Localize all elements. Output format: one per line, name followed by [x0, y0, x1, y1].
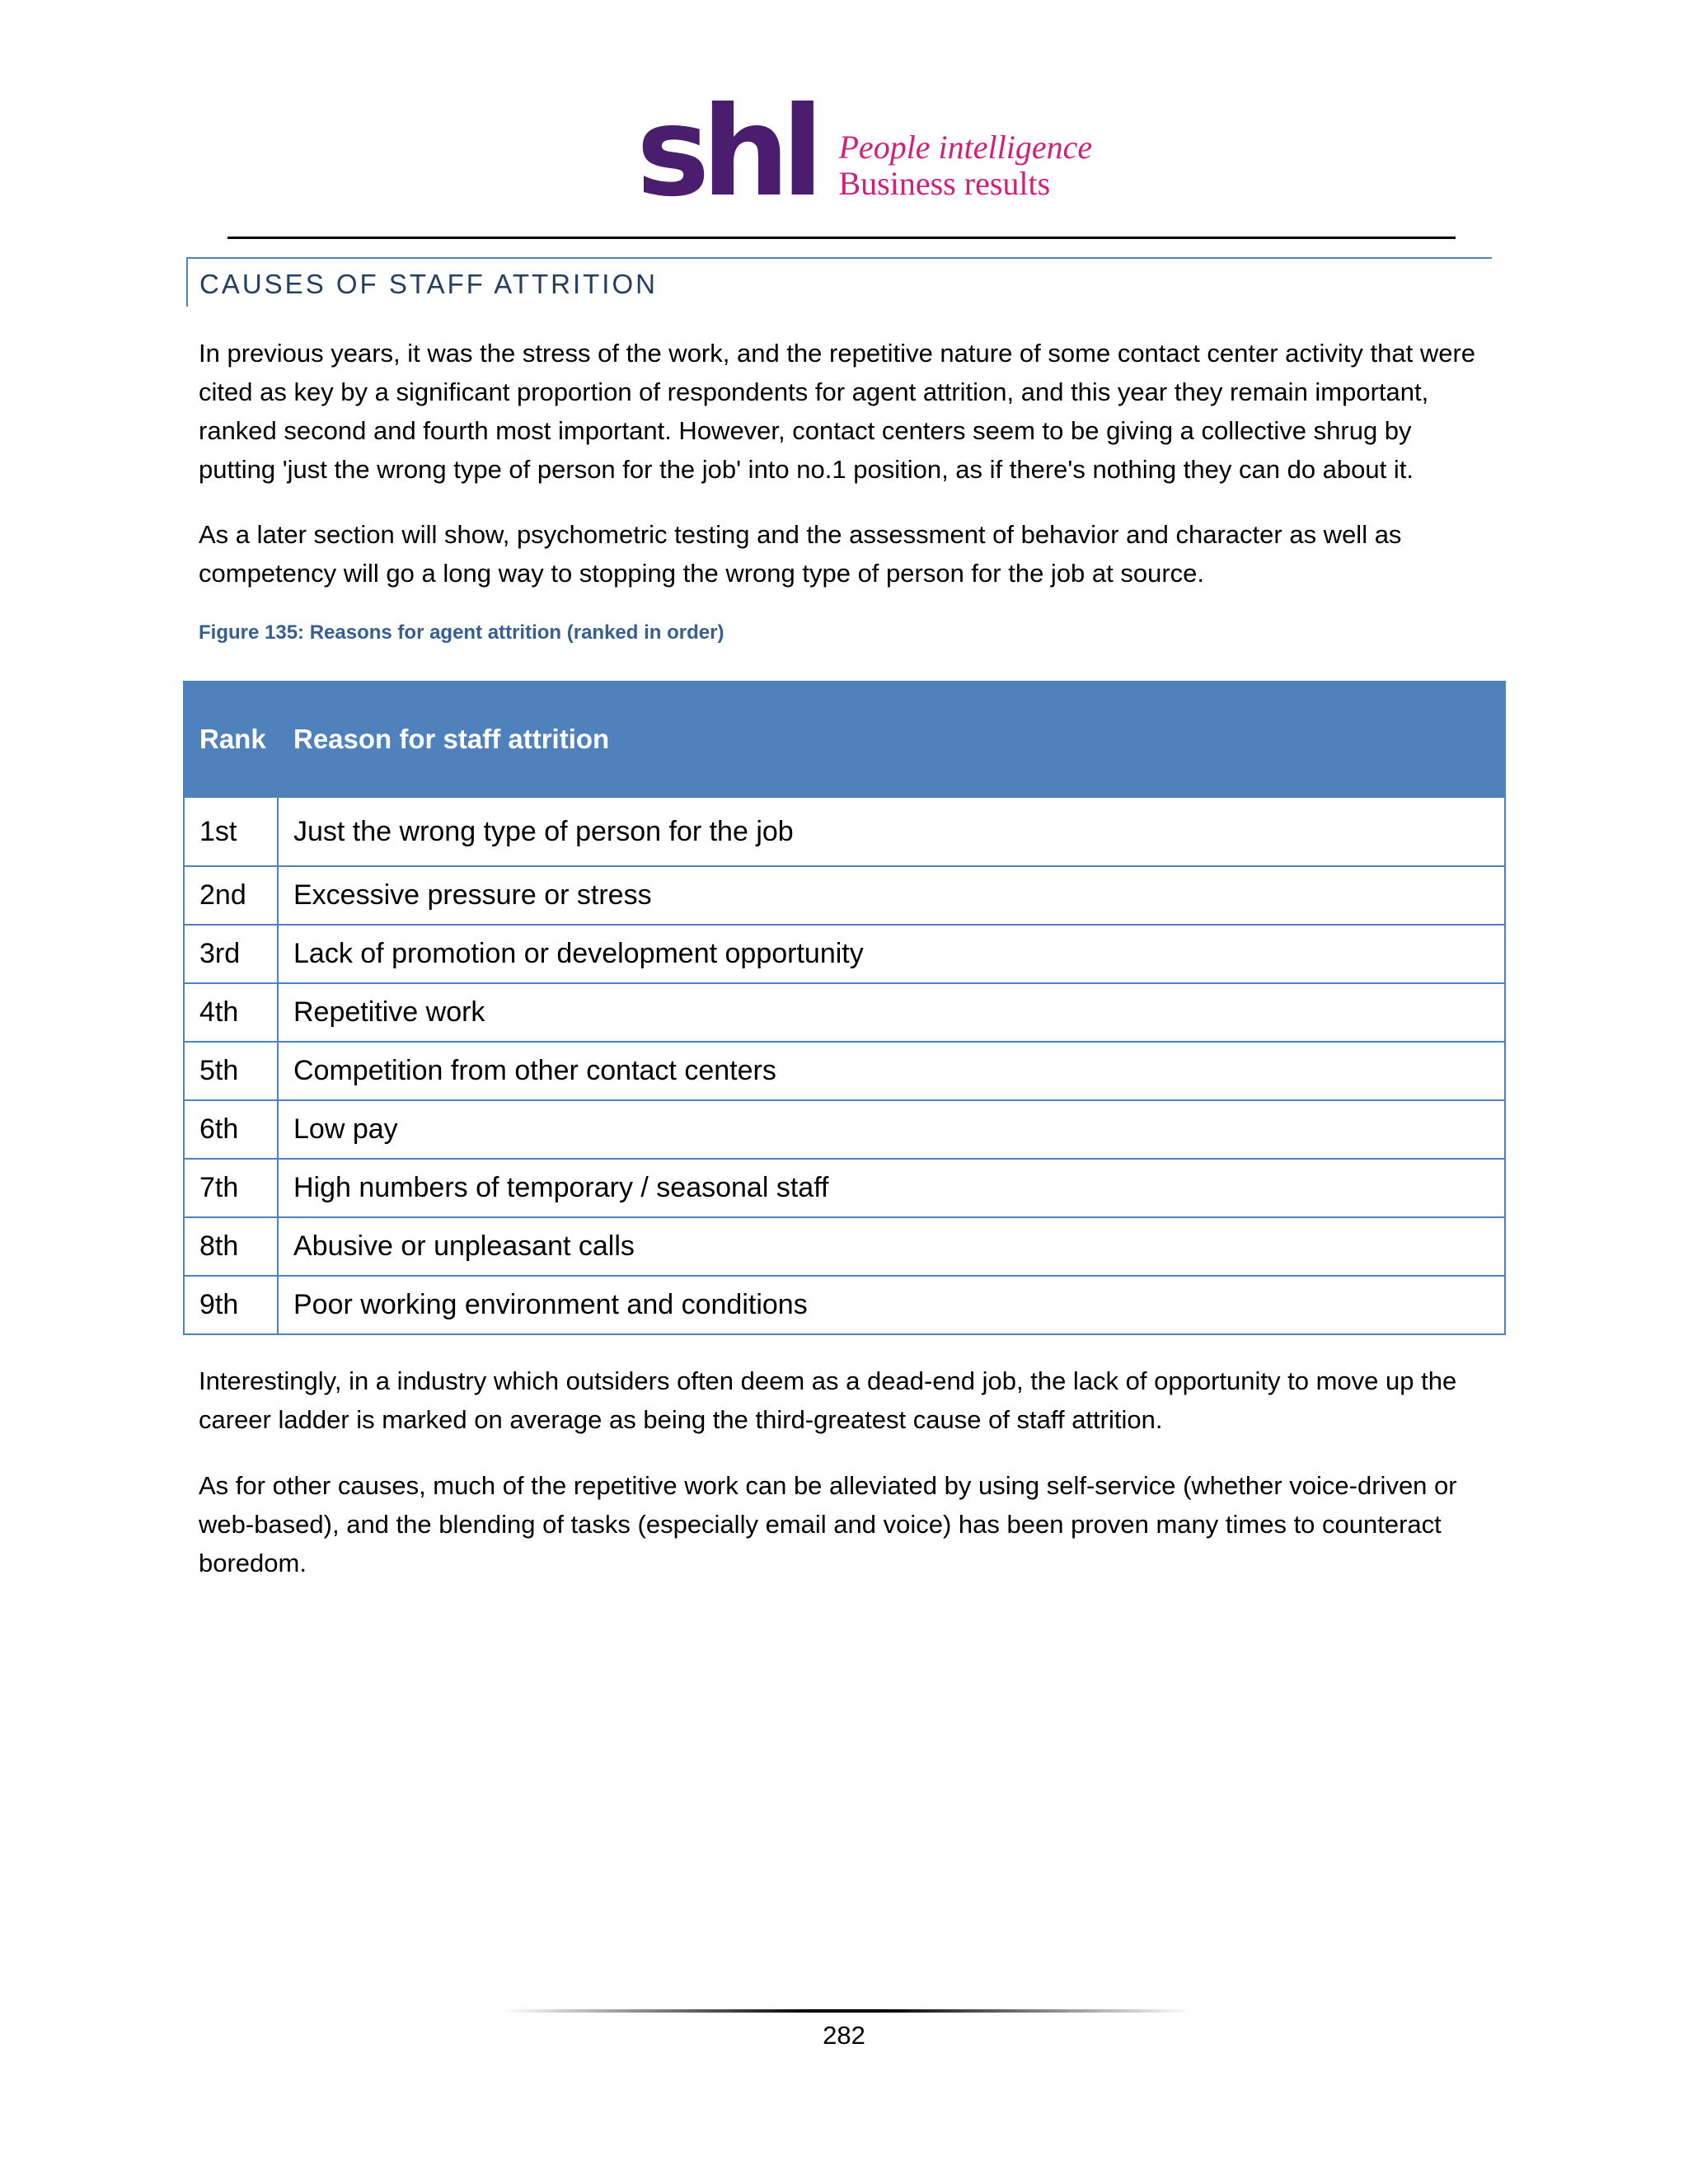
attrition-reasons-table — [183, 681, 1506, 1335]
rank-cell: 2nd — [184, 866, 278, 925]
paragraph-intro: In previous years, it was the stress of the work, and the repetitive nature of some contact center activity that were cited as key by a significant proportion of respondents for agent attrition, and this year they remain important, ranked second and fourth most important. However, contact centers seem to be giving a collective shrug by putting 'just the wrong type of person for the job' into no.1 position, as if there's nothing they can do about it. — [199, 339, 1476, 484]
rank-cell: 9th — [184, 1276, 278, 1334]
reason-cell: Excessive pressure or stress — [278, 866, 1505, 925]
rank-cell: 6th — [184, 1100, 278, 1159]
rank-cell: 3rd — [184, 925, 278, 983]
reason-cell: Competition from other contact centers — [278, 1042, 1505, 1100]
rank-cell: 4th — [184, 983, 278, 1042]
shl-logo — [636, 81, 1093, 224]
reason-cell: Just the wrong type of person for the job — [278, 797, 1505, 866]
rank-cell: 1st — [184, 797, 278, 866]
page-number: 282 — [823, 2021, 865, 2050]
tagline-line2: Business results — [838, 165, 1051, 202]
header-divider — [227, 237, 1456, 239]
table-row — [184, 1217, 1505, 1276]
table-row — [184, 866, 1505, 925]
logo-mark: shl — [636, 81, 816, 224]
paragraph-other-causes: As for other causes, much of the repetitive work can be alleviated by using self-service (whether voice-driven or web-based), and the blending of tasks (especially email and voice) has been proven many times to counteract boredom. — [199, 1471, 1457, 1577]
section-heading-box — [186, 257, 1492, 307]
rank-cell: 5th — [184, 1042, 278, 1100]
table-row — [184, 1276, 1505, 1334]
table-row — [184, 925, 1505, 983]
column-header-rank: Rank — [184, 682, 278, 797]
rank-cell: 7th — [184, 1159, 278, 1217]
table-row — [184, 1100, 1505, 1159]
column-header-reason: Reason for staff attrition — [278, 682, 1505, 797]
logo-tagline — [839, 129, 1093, 202]
rank-cell: 8th — [184, 1217, 278, 1276]
reason-cell: Low pay — [278, 1100, 1505, 1159]
paragraph-psychometric: As a later section will show, psychometric testing and the assessment of behavior and character as well as competency will go a long way to stopping the wrong type of person for the job at source. — [199, 520, 1402, 588]
table-row — [184, 1042, 1505, 1100]
reason-cell: Repetitive work — [278, 983, 1505, 1042]
table-row — [184, 983, 1505, 1042]
section-heading: CAUSES OF STAFF ATTRITION — [199, 269, 658, 299]
paragraph-career-ladder: Interestingly, in a industry which outsiders often deem as a dead-end job, the lack of opportunity to move up the career ladder is marked on average as being the third-greatest cause of staff attrition. — [199, 1366, 1457, 1434]
table-header-row — [184, 682, 1505, 797]
reason-cell: Abusive or unpleasant calls — [278, 1217, 1505, 1276]
figure-caption: Figure 135: Reasons for agent attrition (ranked in order) — [199, 621, 724, 644]
table-row — [184, 1159, 1505, 1217]
reason-cell: Lack of promotion or development opportunity — [278, 925, 1505, 983]
reason-cell: High numbers of temporary / seasonal staff — [278, 1159, 1505, 1217]
table-row — [184, 797, 1505, 866]
footer-divider — [503, 2009, 1191, 2013]
tagline-line1: People intelligence — [838, 129, 1093, 166]
reason-cell: Poor working environment and conditions — [278, 1276, 1505, 1334]
